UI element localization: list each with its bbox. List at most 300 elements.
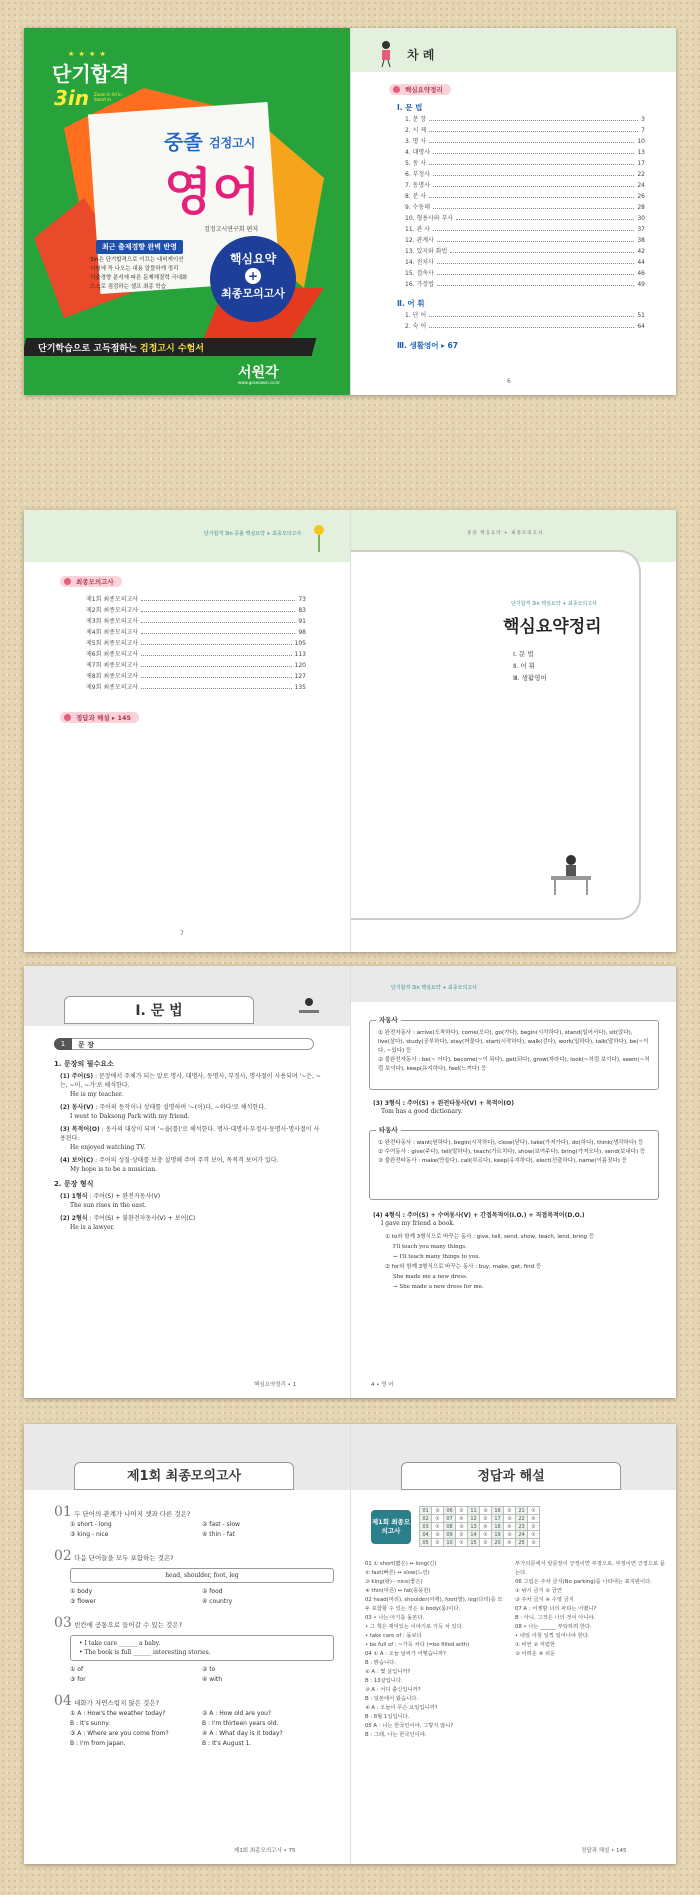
toc-page-num: 42 <box>637 248 645 255</box>
toc-row[interactable] <box>405 266 645 277</box>
circle-plus: + <box>245 268 261 284</box>
dot-leader <box>433 208 634 209</box>
toc-page-num: 24 <box>637 182 645 189</box>
grid-question-num: 17 <box>492 1515 504 1523</box>
toc-label: 제8회 최종모의고사 <box>86 673 139 680</box>
slogan-highlight: 검정고시 수험서 <box>139 344 204 354</box>
item-text: : 동사의 대상이 되며 '~을(를)'로 해석한다. 명사·대명사·부정사·동명사·명사절이 사용된다. <box>60 1126 320 1142</box>
box-line: ② 불완전자동사 : be(~ 이다), become(~이 되다), get(되다), grow(자라다), look(~처럼 보이다), seem(~처럼 보이다), keep(유지하다), feel(느끼다) 등 <box>378 1057 650 1072</box>
grid-question-num: 11 <box>468 1507 480 1515</box>
dot-leader <box>429 142 634 143</box>
grid-answer: ③ <box>456 1523 468 1531</box>
toc-part2: Ⅱ. 어 휘 <box>397 299 425 308</box>
cover-stars: ★ ★ ★ ★ <box>68 50 107 58</box>
option[interactable]: ④ A : What day is it today? <box>202 1730 283 1737</box>
cover-features <box>90 256 210 292</box>
option[interactable]: ③ flower <box>70 1598 96 1605</box>
grid-answer: ③ <box>432 1507 444 1515</box>
cover-brand-sub: Zoom In All In Smart In <box>94 92 122 102</box>
grid-answer: ① <box>528 1531 540 1539</box>
question-box <box>70 1635 334 1661</box>
item-example: The sun rises in the east. <box>70 1202 147 1209</box>
explanation-line: • be full of : ~가득 차다 (=be filled with) <box>365 1642 470 1648</box>
explanation-line: B : 아니, 그것은 나의 것이 아니야. <box>515 1615 596 1621</box>
toc-part3: Ⅲ. 생활영어 ▸ 67 <box>397 341 458 350</box>
grid-question-num: 21 <box>516 1507 528 1515</box>
explanation-line: ① 비싼 ② 저렴한 <box>515 1642 556 1648</box>
option[interactable]: ③ king - nice <box>70 1531 109 1538</box>
toc-row[interactable] <box>405 233 645 244</box>
toc-row[interactable] <box>405 255 645 266</box>
box-title: 자동사 <box>376 1015 401 1024</box>
page-footer: 정답과 해설 • 145 <box>581 1848 627 1854</box>
publisher-logo: 서원각 <box>238 365 279 381</box>
bench-figure-illustration <box>541 850 601 900</box>
toc-row[interactable] <box>86 647 306 658</box>
cover-brand-3in: 3in <box>54 86 90 110</box>
toc-row[interactable] <box>405 189 645 200</box>
explanation-line: B : 13살입니다. <box>365 1678 403 1684</box>
toc-label: 5. 동 사 <box>405 160 427 167</box>
toc-page-num: 37 <box>637 226 645 233</box>
explanation-line: ④ thin(마른) ↔ fat(뚱뚱한) <box>365 1588 431 1594</box>
toc-page-num: 28 <box>637 204 645 211</box>
dot-leader <box>141 666 291 667</box>
grammar-body <box>54 1060 324 1236</box>
section-title: 문 장 <box>78 1041 94 1049</box>
answer-grid <box>419 1506 540 1547</box>
grid-question-num: 24 <box>516 1531 528 1539</box>
dot-leader <box>437 274 635 275</box>
grid-answer: ④ <box>504 1539 516 1547</box>
option[interactable]: ① of <box>70 1666 84 1673</box>
option[interactable]: ② fast - slow <box>202 1521 240 1528</box>
toc-row[interactable] <box>405 112 645 123</box>
toc-page-num: 30 <box>637 215 645 222</box>
item-example: He is a lawyer. <box>70 1224 115 1231</box>
toc-row[interactable] <box>405 167 645 178</box>
third-form: (3) 3형식 : 주어(S) + 완전타동사(V) + 목적어(O) <box>373 1100 514 1107</box>
item-example: He is my teacher. <box>70 1091 124 1098</box>
toc-label: 9. 수동태 <box>405 204 431 211</box>
cover-feature: 시험에 꼭 나오는 내용 알뜰하게 정리 <box>90 266 179 272</box>
question-text: 대화가 자연스럽지 않은 것은? <box>74 1699 160 1707</box>
topline: 중졸 핵심요약 + 최종모의고사 <box>467 531 544 536</box>
dot-leader <box>141 622 295 623</box>
toc-label: 13. 있지와 화법 <box>405 248 448 255</box>
toc-label: 12. 관계사 <box>405 237 434 244</box>
box-line: ① 완전타동사 : want(원하다), begin(시작하다), close(닫다), take(가져가다), do(하다), think(생각하다) 등 <box>378 1140 644 1146</box>
explanation-line: ② A : 몇 살입니까? <box>365 1669 411 1675</box>
grid-answer: ① <box>432 1515 444 1523</box>
toc-page-num: 10 <box>637 138 645 145</box>
mock-test-page <box>24 1424 350 1864</box>
dot-leader <box>141 655 291 656</box>
toc-row[interactable] <box>86 603 306 614</box>
slogan-text: 단기학습으로 고득점하는 <box>38 344 140 354</box>
section-items <box>513 648 547 684</box>
toc-label: 10. 형용사와 부사 <box>405 215 454 222</box>
toc-label: 제6회 최종모의고사 <box>86 651 139 658</box>
cover-feature: 스스로 점검하는 셀프 최종 학습 <box>90 284 167 290</box>
option[interactable]: ④ with <box>202 1676 223 1683</box>
explanation-line: B : 8월 1일입니다. <box>365 1714 410 1720</box>
dot-leader <box>141 688 291 689</box>
grid-question-num: 03 <box>420 1523 432 1531</box>
dot-leader <box>429 131 638 132</box>
question-number: 04 <box>54 1693 72 1709</box>
toc-section-pill <box>389 84 451 95</box>
toc-page-num: 51 <box>637 312 645 319</box>
toc-row[interactable] <box>405 211 645 222</box>
toc-page-num: 7 <box>641 127 645 134</box>
grid-question-num: 01 <box>420 1507 432 1515</box>
grid-question-num: 19 <box>492 1531 504 1539</box>
toc-part1: Ⅰ. 문 법 <box>397 103 423 112</box>
cover-title-small: 중졸 <box>164 130 203 154</box>
option[interactable]: ② to <box>202 1666 216 1673</box>
grammar-item <box>60 1072 324 1099</box>
option: B : I'm thirteen years old. <box>202 1720 279 1727</box>
toc-row[interactable] <box>86 625 306 636</box>
explanation-line: ② fast(빠른) ↔ slow(느린) <box>365 1570 430 1576</box>
grid-row <box>420 1507 540 1515</box>
third-example: Tom has a good dictionary. <box>381 1108 463 1115</box>
toc-row[interactable] <box>86 614 306 625</box>
dot-leader <box>433 186 634 187</box>
item-label: (4) 보어(C) <box>60 1157 94 1164</box>
option[interactable]: ④ country <box>202 1598 233 1605</box>
grid-answer: ① <box>528 1507 540 1515</box>
toc-row[interactable] <box>405 308 645 319</box>
options <box>70 1587 334 1607</box>
cover-brand: 단기합격 <box>52 62 130 86</box>
grid-answer: ③ <box>432 1531 444 1539</box>
answer-badge: 제1회 최종모의고사 <box>371 1510 411 1544</box>
explanation-left <box>365 1560 507 1740</box>
spread-grammar <box>24 966 676 1398</box>
dot-leader <box>141 611 295 612</box>
item-text: : 주어(S) + 불완전자동사(V) + 보어(C) <box>89 1215 196 1222</box>
toc-label: 1. 문 장 <box>405 116 427 123</box>
toc-label: 14. 전치사 <box>405 259 434 266</box>
toc-row[interactable] <box>86 669 306 680</box>
dot-leader <box>429 164 634 165</box>
toc-row[interactable] <box>405 178 645 189</box>
toc-row[interactable] <box>86 636 306 647</box>
toc-page-num: 13 <box>637 149 645 156</box>
explanation-line: ① 낚시 금지 ② 금연 <box>515 1588 562 1594</box>
toc-row[interactable] <box>405 222 645 233</box>
cover-feature: 3in은 단기합격으로 이끄는 내비게이션 <box>90 257 184 263</box>
toc-page-num: 46 <box>637 270 645 277</box>
cover-author: 검정고시연구회 편저 <box>204 226 259 233</box>
grid-row <box>420 1515 540 1523</box>
grid-question-num: 16 <box>492 1507 504 1515</box>
dot-leader <box>433 153 634 154</box>
section-number: 1 <box>54 1038 72 1050</box>
toc-label: 제2회 최종모의고사 <box>86 607 139 614</box>
fourth-form: (4) 4형식 : 주어(S) + 수여동사(V) + 간접목적어(I.O.) + 직접목적어(D.O.) <box>373 1212 585 1219</box>
toc-label: 4. 대명사 <box>405 149 431 156</box>
grid-answer: ③ <box>504 1531 516 1539</box>
running-header: 단기합격 3in 핵심요약 + 최종모의고사 <box>391 985 477 991</box>
option[interactable]: ② A : How old are you? <box>202 1710 272 1717</box>
toc-row[interactable] <box>405 123 645 134</box>
dot-leader <box>429 327 634 328</box>
toc-label: 제4회 최종모의고사 <box>86 629 139 636</box>
toc-page-num: 113 <box>294 651 306 658</box>
dot-leader <box>429 197 634 198</box>
grid-answer: ④ <box>528 1515 540 1523</box>
item-example: My hope is to be a musician. <box>70 1166 158 1173</box>
grid-question-num: 04 <box>420 1531 432 1539</box>
grid-question-num: 22 <box>516 1515 528 1523</box>
toc-page-num: 44 <box>637 259 645 266</box>
option[interactable]: ① A : How's the weather today? <box>70 1710 166 1717</box>
grid-answer: ② <box>504 1507 516 1515</box>
item-text: : 문장에서 주체가 되는 말로 명사, 대명사, 동명사, 부정사, 명사절이 사용되며 '~은, ~는, ~이, ~가'로 해석한다. <box>60 1073 321 1089</box>
toc-label: 6. 부정사 <box>405 171 431 178</box>
toc-page-num: 64 <box>637 323 645 330</box>
section-title-page <box>350 510 676 952</box>
sub-heading: 1. 문장의 필수요소 <box>54 1060 114 1068</box>
toc-page-num: 49 <box>637 281 645 288</box>
question-number: 02 <box>54 1548 72 1564</box>
grid-answer: ③ <box>528 1539 540 1547</box>
toc-page-num: 73 <box>298 596 306 603</box>
question-list <box>54 1504 334 1749</box>
pill-label: 정답과 해설 ▸ 145 <box>60 712 139 723</box>
question-box: head, shoulder, foot, leg <box>70 1568 334 1583</box>
toc-row[interactable] <box>405 200 645 211</box>
page-number: 7 <box>180 930 184 937</box>
section-item: Ⅲ. 생활영어 <box>513 674 547 682</box>
figure-illustration-icon <box>371 38 401 68</box>
page-footer: 핵심요약정리 • 1 <box>254 1382 297 1388</box>
section-item: Ⅰ. 문 법 <box>513 650 534 658</box>
option[interactable]: ③ A : Where are you come from? <box>70 1730 169 1737</box>
question <box>54 1504 334 1540</box>
toc-row[interactable] <box>405 145 645 156</box>
option[interactable]: ① short - long <box>70 1521 112 1528</box>
grid-row <box>420 1531 540 1539</box>
dot-leader <box>141 633 295 634</box>
grid-answer: ② <box>480 1539 492 1547</box>
explanation-line: ③ king(왕) - nice(좋은) <box>365 1579 423 1585</box>
dot-leader <box>437 241 635 242</box>
toc-page-num: 83 <box>298 607 306 614</box>
item-text: : 주어(S) + 완전자동사(V) <box>89 1193 161 1200</box>
dot-leader <box>450 252 634 253</box>
grid-answer: ④ <box>504 1523 516 1531</box>
box-line: ② 수여동사 : give(주다), tell(말하다), teach(가르치다), show(보여주다), bring(가져오다), send(보내다) 등 <box>378 1149 646 1155</box>
circle-line1: 핵심요약 <box>229 252 277 266</box>
question-text: 두 단어의 관계가 나머지 셋과 다른 것은? <box>74 1510 191 1518</box>
explanation-line: ③ A : 어디 출신입니까? <box>365 1687 421 1693</box>
dot-leader <box>433 175 634 176</box>
box-title: 타동사 <box>376 1125 401 1134</box>
box-line: ① 완전자동사 : arrive(도착하다), come(오다), go(가다), begin(시작하다), stand(일어서다), sit(앉다), live(살다), study(공부하다), stay(머물다), start(시작하다), walk(걷다), work(일하다), talk(말하다), be(~이다, ~있다) 등 <box>378 1030 649 1054</box>
toc-page-num: 17 <box>637 160 645 167</box>
pill-label: 최종모의고사 <box>60 576 122 587</box>
option: B : I'm from Japan. <box>70 1740 126 1747</box>
page-footer: 4 • 영 어 <box>371 1382 394 1388</box>
toc-page-num: 105 <box>294 640 306 647</box>
question <box>54 1548 334 1607</box>
toc-row[interactable] <box>405 134 645 145</box>
pill-label: 핵심요약정리 <box>389 84 451 95</box>
explanation-line: • 그 책은 재미있는 이야기로 가득 차 있다. <box>365 1624 464 1630</box>
item-text: : 주어의 성질·상태를 보충 설명해 주며 주격 보어, 목적격 보어가 있다. <box>95 1157 279 1164</box>
cover-feature: 기출경향 분석에 따른 문제해결력 극대화 <box>90 275 188 281</box>
grid-answer: ② <box>456 1507 468 1515</box>
explanation-line: • take care of : 돌보다 <box>365 1633 422 1639</box>
option[interactable]: ④ thin - fat <box>202 1531 236 1538</box>
circle-line2: 최종모의고사 <box>221 287 285 300</box>
toc-row[interactable] <box>405 244 645 255</box>
toc-label: 3. 명 사 <box>405 138 427 145</box>
explanation-line: 07 A : 어젯밤 너의 파티는 어땠니? <box>515 1606 597 1612</box>
grid-question-num: 14 <box>468 1531 480 1539</box>
grid-answer: ② <box>528 1523 540 1531</box>
cover-badge: 최근 출제경향 완벽 반영 <box>96 240 183 254</box>
toc-row[interactable] <box>405 277 645 288</box>
grammar-item <box>60 1103 324 1121</box>
spread-cover-toc <box>24 28 676 395</box>
grammar-item <box>60 1125 324 1152</box>
box-line: • I take care ______ a baby. <box>79 1640 161 1647</box>
grid-answer: ① <box>432 1523 444 1531</box>
grammar-left-page <box>24 966 350 1398</box>
item-label: (2) 동사(V) <box>60 1104 94 1111</box>
option: B : It's sunny. <box>70 1720 110 1727</box>
explanation-line: 부가의문에서 앞문장이 긍정이면 부정으로, 부정이면 긍정으로 묻는다. <box>515 1561 665 1576</box>
explanation-line: 04 ① A : 오늘 날씨가 어떻습니까? <box>365 1651 446 1657</box>
toc-label: 제5회 최종모의고사 <box>86 640 139 647</box>
explanation-line: B : 그래, 나는 한국인이야. <box>365 1732 427 1738</box>
toc-label: 2. 시 제 <box>405 127 427 134</box>
box-line: • The book is full ______ interesting stories. <box>79 1649 211 1656</box>
toc-page-num: 127 <box>294 673 306 680</box>
section-item: Ⅱ. 어 휘 <box>513 662 535 670</box>
grid-answer: ② <box>480 1515 492 1523</box>
option[interactable]: ③ for <box>70 1676 86 1683</box>
cover-title-big: 영어 <box>164 163 261 221</box>
item-label: (3) 목적어(O) <box>60 1126 100 1133</box>
grid-question-num: 08 <box>444 1523 456 1531</box>
item-label: (2) 2형식 <box>60 1215 88 1222</box>
toc-page <box>350 28 676 395</box>
fourth-notes <box>385 1232 655 1292</box>
note-line: → I'll teach many things to you. <box>393 1254 481 1260</box>
toc-page-num: 38 <box>637 237 645 244</box>
options <box>70 1665 334 1685</box>
cover-title-exam: 검정고시 <box>209 136 256 150</box>
transitive-box <box>369 1126 659 1200</box>
pill-exams <box>60 576 122 587</box>
fourth-example: I gave my friend a book. <box>381 1220 455 1227</box>
grid-question-num: 23 <box>516 1523 528 1531</box>
note-line: ① to와 함께 3형식으로 바꾸는 동사 : give, tell, send, show, teach, lend, bring 등 <box>385 1234 595 1240</box>
toc-row[interactable] <box>405 319 645 330</box>
toc-row[interactable] <box>86 592 306 603</box>
grid-question-num: 15 <box>468 1539 480 1547</box>
note-line: ② for와 함께 3형식으로 바꾸는 동사 : buy, make, get, find 등 <box>385 1264 542 1270</box>
explanation-line: 02 head(머리), shoulder(어깨), foot(발), leg(다리)를 모두 포함할 수 있는 것은 ① body(몸)이다. <box>365 1597 503 1612</box>
toc-label: 제9회 최종모의고사 <box>86 684 139 691</box>
item-example: He enjoyed watching TV. <box>70 1144 146 1151</box>
grid-question-num: 20 <box>492 1539 504 1547</box>
options <box>70 1709 334 1749</box>
grid-answer: ② <box>432 1539 444 1547</box>
toc-page-num: 98 <box>298 629 306 636</box>
grid-question-num: 12 <box>468 1515 480 1523</box>
explanation-line: 05 A : 너는 한국인이야, 그렇지 않니? <box>365 1723 454 1729</box>
dot-leader <box>141 644 291 645</box>
flower-illustration-icon <box>304 522 334 552</box>
toc-row[interactable] <box>86 680 306 691</box>
grid-answer: ① <box>480 1531 492 1539</box>
grid-answer: ③ <box>504 1515 516 1523</box>
grid-question-num: 05 <box>420 1539 432 1547</box>
toc-row[interactable] <box>405 156 645 167</box>
grid-answer: ② <box>456 1531 468 1539</box>
option: B : It's August 1. <box>202 1740 252 1747</box>
grid-row <box>420 1523 540 1531</box>
toc-label: 제1회 최종모의고사 <box>86 596 139 603</box>
toc-page-num: 135 <box>294 684 306 691</box>
explanation-line: B : 일본에서 왔습니다. <box>365 1696 419 1702</box>
answers-title: 정답과 해설 <box>401 1462 621 1490</box>
toc-label: 7. 동명사 <box>405 182 431 189</box>
pill-answers <box>60 712 139 723</box>
dot-leader <box>141 677 291 678</box>
dot-leader <box>433 230 634 231</box>
note-line: → She made a new dress for me. <box>393 1284 484 1290</box>
option[interactable]: ② food <box>202 1588 223 1595</box>
grammar-right-page <box>350 966 676 1398</box>
page-footer: 제1회 최종모의고사 • 75 <box>234 1848 296 1854</box>
explanation-right <box>515 1560 665 1659</box>
grammar-item <box>60 1214 324 1232</box>
toc-label: 15. 접속사 <box>405 270 434 277</box>
toc-row[interactable] <box>86 658 306 669</box>
grid-answer: ① <box>456 1539 468 1547</box>
toc-list-part1 <box>405 112 645 288</box>
header-logo: 단기합격 3in 중졸 핵심요약 + 최종모의고사 <box>204 531 302 537</box>
explanation-line: 03 • 나는 아기를 돌본다. <box>365 1615 425 1621</box>
grammar-item <box>60 1192 324 1210</box>
note-line: She made me a new dress. <box>393 1274 468 1280</box>
spread-exams-toc <box>24 510 676 952</box>
explanation-line: B : 맑습니다. <box>365 1660 396 1666</box>
toc-label: 2. 숙 어 <box>405 323 427 330</box>
toc-label: 제7회 최종모의고사 <box>86 662 139 669</box>
explanation-line: 01 ① short(짧은) ↔ long(긴) <box>365 1561 437 1567</box>
book-cover <box>24 28 350 395</box>
options <box>70 1520 334 1540</box>
page-number: 6 <box>507 378 511 385</box>
toc-page-num: 22 <box>637 171 645 178</box>
item-label: (1) 1형식 <box>60 1193 88 1200</box>
section-title: 핵심요약정리 <box>503 617 602 637</box>
toc-label: 8. 분 사 <box>405 193 427 200</box>
box-body <box>370 1131 658 1174</box>
option[interactable]: ① body <box>70 1588 93 1595</box>
grid-row <box>420 1539 540 1547</box>
dot-leader <box>429 316 634 317</box>
